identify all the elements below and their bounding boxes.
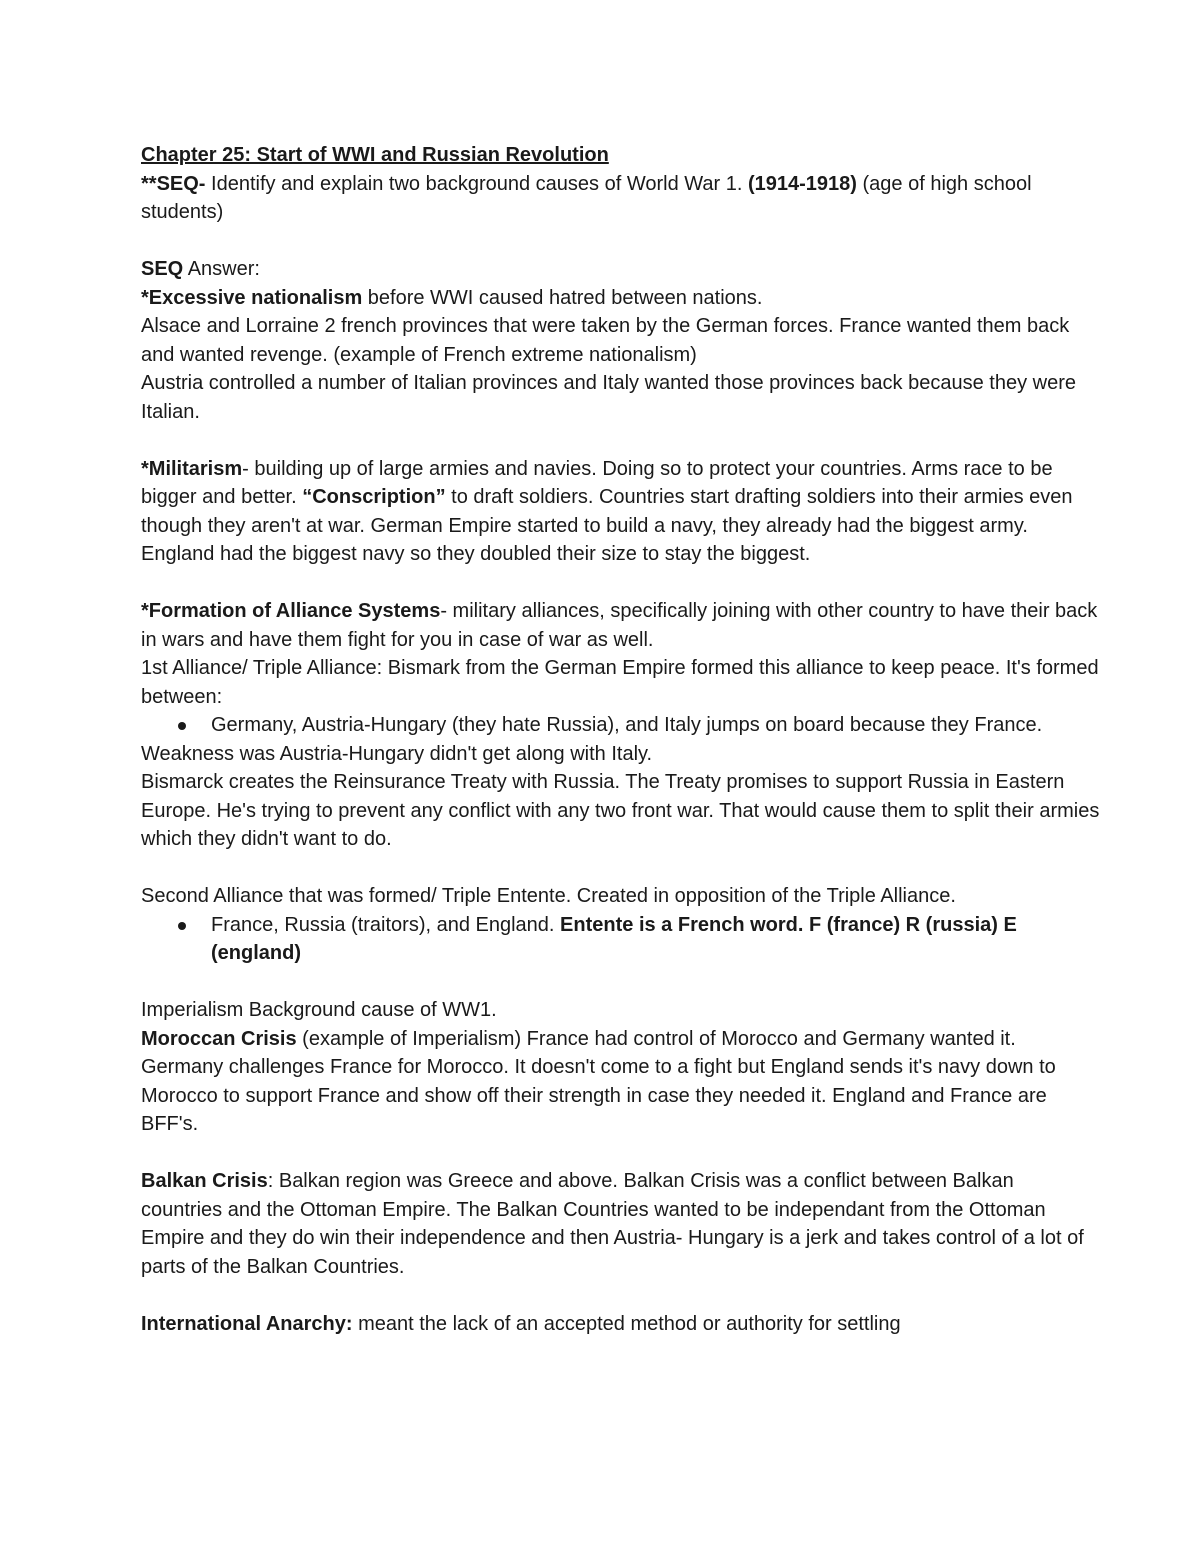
triple-alliance-list bbox=[141, 711, 1100, 740]
nationalism-paragraph-1: Alsace and Lorraine 2 french provinces that were taken by the German forces. France wanted them back and wanted revenge. (example of French extreme nationalism) bbox=[141, 315, 1070, 366]
list-item: Germany, Austria-Hungary (they hate Russia), and Italy jumps on board because they France. bbox=[141, 711, 1100, 740]
list-item: France, Russia (traitors), and England. Entente is a French word. F (france) R (russia) E (england) bbox=[141, 911, 1100, 968]
reinsurance-paragraph: Bismarck creates the Reinsurance Treaty with Russia. The Treaty promises to support Russia in Eastern Europe. He's trying to prevent any conflict with any two front war. That would cause them to split their armies which they didn't want to do. bbox=[141, 771, 1100, 850]
seq-prompt: **SEQ- Identify and explain two background causes of World War 1. (1914-1918) (age of high school students) bbox=[141, 172, 1032, 223]
weakness-paragraph: Weakness was Austria-Hungary didn't get along with Italy. bbox=[141, 742, 653, 765]
triple-entente-paragraph: Second Alliance that was formed/ Triple Entente. Created in opposition of the Triple Alliance. bbox=[141, 885, 956, 907]
triple-entente-list bbox=[141, 911, 1100, 968]
nationalism-heading: *Excessive nationalism before WWI caused hatred between nations. bbox=[141, 286, 763, 309]
nationalism-paragraph-2: Austria controlled a number of Italian provinces and Italy wanted those provinces back because they were Italian. bbox=[141, 372, 1076, 423]
militarism-paragraph: *Militarism- building up of large armies and navies. Doing so to protect your countries. Arms race to be bigger and better. “Conscription” to draft soldiers. Countries start drafting soldiers into their armies even though they aren't at war. German Empire started to build a navy, they already had the biggest army. England had the biggest navy so they doubled their size to stay the biggest. bbox=[141, 457, 1073, 565]
seq-answer-label: SEQ Answer: bbox=[141, 258, 260, 280]
imperialism-heading: Imperialism Background cause of WW1. bbox=[141, 999, 497, 1021]
alliances-heading: *Formation of Alliance Systems- military alliances, specifically joining with other country to have their back in wars and have them fight for you in case of war as well. bbox=[141, 600, 1098, 651]
chapter-title: Chapter 25: Start of WWI and Russian Revolution bbox=[141, 144, 609, 166]
international-anarchy-paragraph: International Anarchy: meant the lack of an accepted method or authority for settling bbox=[141, 1312, 901, 1335]
balkan-crisis-paragraph: Balkan Crisis: Balkan region was Greece and above. Balkan Crisis was a conflict between Balkan countries and the Ottoman Empire. The Balkan Countries wanted to be independant from the Ottoman Empire and they do win their independence and then Austria- Hungary is a jerk and takes control of a lot of parts of the Balkan Countries. bbox=[141, 1170, 1084, 1278]
moroccan-crisis-paragraph: Moroccan Crisis (example of Imperialism) France had control of Morocco and Germany wanted it. Germany challenges France for Morocco. It doesn't come to a fight but England sends it's navy down to Morocco to support France and show off their strength in case they needed it. England and France are BFF's. bbox=[141, 1027, 1056, 1135]
triple-alliance-paragraph: 1st Alliance/ Triple Alliance: Bismark from the German Empire formed this alliance to keep peace. It's formed between: bbox=[141, 657, 1099, 708]
